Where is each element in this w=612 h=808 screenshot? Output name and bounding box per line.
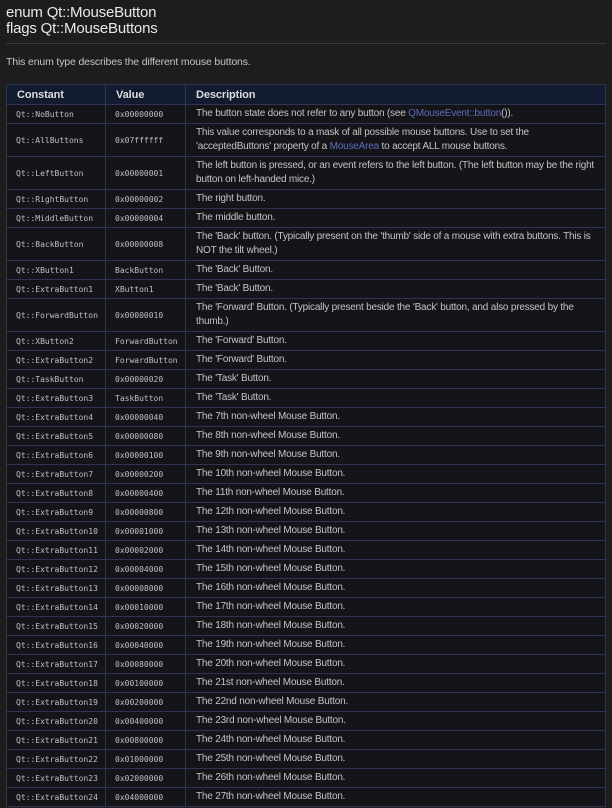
table-row — [7, 190, 606, 209]
table-header-row — [7, 85, 606, 105]
description-cell: The 19th non-wheel Mouse Button. — [186, 636, 606, 655]
table-row — [7, 655, 606, 674]
value-cell: 0x07ffffff — [106, 124, 186, 157]
value-cell: 0x00000020 — [106, 370, 186, 389]
column-header-value: Value — [106, 85, 186, 105]
value-cell: 0x00000001 — [106, 157, 186, 190]
value-cell: TaskButton — [106, 389, 186, 408]
constant-cell: Qt::ExtraButton23 — [7, 769, 106, 788]
value-cell: 0x00008000 — [106, 579, 186, 598]
table-row — [7, 209, 606, 228]
description-cell: The 13th non-wheel Mouse Button. — [186, 522, 606, 541]
constant-cell: Qt::AllButtons — [7, 124, 106, 157]
description-cell: The 12th non-wheel Mouse Button. — [186, 503, 606, 522]
constant-cell: Qt::XButton1 — [7, 261, 106, 280]
value-cell: 0x00004000 — [106, 560, 186, 579]
table-row — [7, 157, 606, 190]
page-title-line1: enum Qt::MouseButton — [6, 4, 157, 21]
enum-table-body — [7, 105, 606, 807]
value-cell: 0x00040000 — [106, 636, 186, 655]
value-cell: 0x00400000 — [106, 712, 186, 731]
qmouseevent-button-link[interactable]: QMouseEvent::button — [408, 108, 502, 119]
table-row — [7, 484, 606, 503]
constant-cell: Qt::ExtraButton8 — [7, 484, 106, 503]
description-cell: The 7th non-wheel Mouse Button. — [186, 408, 606, 427]
description-cell: The 17th non-wheel Mouse Button. — [186, 598, 606, 617]
description-cell: The 'Back' Button. — [186, 261, 606, 280]
page-title-line2: flags Qt::MouseButtons — [6, 20, 158, 37]
value-cell: ForwardButton — [106, 332, 186, 351]
value-cell: 0x01000000 — [106, 750, 186, 769]
constant-cell: Qt::ExtraButton19 — [7, 693, 106, 712]
description-cell: The 9th non-wheel Mouse Button. — [186, 446, 606, 465]
title-divider — [6, 43, 606, 44]
description-cell: The left button is pressed, or an event refers to the left button. (The left button may be the right button on left-handed mice.) — [186, 157, 606, 190]
table-row — [7, 299, 606, 332]
description-cell: The 24th non-wheel Mouse Button. — [186, 731, 606, 750]
constant-cell: Qt::ExtraButton7 — [7, 465, 106, 484]
value-cell: 0x00000000 — [106, 105, 186, 124]
value-cell: 0x00000040 — [106, 408, 186, 427]
table-row — [7, 503, 606, 522]
constant-cell: Qt::NoButton — [7, 105, 106, 124]
value-cell: 0x00000010 — [106, 299, 186, 332]
table-row — [7, 579, 606, 598]
constant-cell: Qt::ExtraButton18 — [7, 674, 106, 693]
constant-cell: Qt::ExtraButton12 — [7, 560, 106, 579]
constant-cell: Qt::ExtraButton22 — [7, 750, 106, 769]
value-cell: 0x00002000 — [106, 541, 186, 560]
constant-cell: Qt::ExtraButton3 — [7, 389, 106, 408]
constant-cell: Qt::ExtraButton5 — [7, 427, 106, 446]
table-row — [7, 636, 606, 655]
table-row — [7, 332, 606, 351]
table-row — [7, 788, 606, 807]
table-row — [7, 693, 606, 712]
intro-text: This enum type describes the different mouse buttons. — [6, 56, 251, 68]
constant-cell: Qt::ExtraButton9 — [7, 503, 106, 522]
description-cell: The 22nd non-wheel Mouse Button. — [186, 693, 606, 712]
description-cell: The 11th non-wheel Mouse Button. — [186, 484, 606, 503]
constant-cell: Qt::BackButton — [7, 228, 106, 261]
description-cell: The 10th non-wheel Mouse Button. — [186, 465, 606, 484]
table-row — [7, 124, 606, 157]
value-cell: 0x00000004 — [106, 209, 186, 228]
description-cell: The 'Back' button. (Typically present on the 'thumb' side of a mouse with extra buttons. This is NOT the tilt wheel.) — [186, 228, 606, 261]
enum-table — [6, 84, 606, 807]
table-row — [7, 731, 606, 750]
table-row — [7, 541, 606, 560]
constant-cell: Qt::MiddleButton — [7, 209, 106, 228]
column-header-constant: Constant — [7, 85, 106, 105]
description-cell: The 'Task' Button. — [186, 370, 606, 389]
column-header-description: Description — [186, 85, 606, 105]
constant-cell: Qt::LeftButton — [7, 157, 106, 190]
table-row — [7, 560, 606, 579]
constant-cell: Qt::RightButton — [7, 190, 106, 209]
value-cell: 0x00200000 — [106, 693, 186, 712]
table-row — [7, 228, 606, 261]
description-cell: The 14th non-wheel Mouse Button. — [186, 541, 606, 560]
value-cell: 0x00010000 — [106, 598, 186, 617]
constant-cell: Qt::ExtraButton15 — [7, 617, 106, 636]
description-cell: The 25th non-wheel Mouse Button. — [186, 750, 606, 769]
value-cell: 0x00000100 — [106, 446, 186, 465]
value-cell: 0x00100000 — [106, 674, 186, 693]
constant-cell: Qt::ExtraButton11 — [7, 541, 106, 560]
value-cell: 0x02000000 — [106, 769, 186, 788]
table-row — [7, 522, 606, 541]
value-cell: 0x00080000 — [106, 655, 186, 674]
value-cell: 0x00020000 — [106, 617, 186, 636]
table-row — [7, 261, 606, 280]
constant-cell: Qt::ExtraButton24 — [7, 788, 106, 807]
description-cell: The 18th non-wheel Mouse Button. — [186, 617, 606, 636]
description-cell: This value corresponds to a mask of all possible mouse buttons. Use to set the 'acceptedButtons' property of a MouseArea to accept ALL mouse buttons. — [186, 124, 606, 157]
description-cell: The 'Task' Button. — [186, 389, 606, 408]
table-row — [7, 617, 606, 636]
constant-cell: Qt::ExtraButton10 — [7, 522, 106, 541]
table-row — [7, 465, 606, 484]
constant-cell: Qt::ExtraButton1 — [7, 280, 106, 299]
description-cell: The 'Back' Button. — [186, 280, 606, 299]
description-cell: The button state does not refer to any button (see QMouseEvent::button()). — [186, 105, 606, 124]
constant-cell: Qt::ExtraButton6 — [7, 446, 106, 465]
table-row — [7, 598, 606, 617]
description-cell: The 27th non-wheel Mouse Button. — [186, 788, 606, 807]
value-cell: 0x00001000 — [106, 522, 186, 541]
table-row — [7, 446, 606, 465]
constant-cell: Qt::ExtraButton14 — [7, 598, 106, 617]
description-cell: The 'Forward' Button. (Typically present beside the 'Back' button, and also pressed by the thumb.) — [186, 299, 606, 332]
description-cell: The 'Forward' Button. — [186, 332, 606, 351]
description-cell: The 23rd non-wheel Mouse Button. — [186, 712, 606, 731]
page-title — [6, 5, 606, 37]
value-cell: 0x00000080 — [106, 427, 186, 446]
value-cell: 0x00000200 — [106, 465, 186, 484]
description-cell: The 16th non-wheel Mouse Button. — [186, 579, 606, 598]
value-cell: 0x00000800 — [106, 503, 186, 522]
description-cell: The 'Forward' Button. — [186, 351, 606, 370]
value-cell: 0x00000002 — [106, 190, 186, 209]
value-cell: ForwardButton — [106, 351, 186, 370]
table-row — [7, 280, 606, 299]
description-cell: The right button. — [186, 190, 606, 209]
description-cell: The 15th non-wheel Mouse Button. — [186, 560, 606, 579]
constant-cell: Qt::ExtraButton4 — [7, 408, 106, 427]
value-cell: 0x00000400 — [106, 484, 186, 503]
value-cell: BackButton — [106, 261, 186, 280]
description-cell: The 21st non-wheel Mouse Button. — [186, 674, 606, 693]
description-cell: The 20th non-wheel Mouse Button. — [186, 655, 606, 674]
table-row — [7, 769, 606, 788]
constant-cell: Qt::ExtraButton17 — [7, 655, 106, 674]
constant-cell: Qt::ExtraButton21 — [7, 731, 106, 750]
constant-cell: Qt::ExtraButton13 — [7, 579, 106, 598]
value-cell: 0x04000000 — [106, 788, 186, 807]
constant-cell: Qt::ExtraButton2 — [7, 351, 106, 370]
constant-cell: Qt::ExtraButton16 — [7, 636, 106, 655]
table-row — [7, 750, 606, 769]
table-row — [7, 105, 606, 124]
description-cell: The middle button. — [186, 209, 606, 228]
constant-cell: Qt::ExtraButton20 — [7, 712, 106, 731]
description-cell: The 26th non-wheel Mouse Button. — [186, 769, 606, 788]
constant-cell: Qt::ForwardButton — [7, 299, 106, 332]
table-row — [7, 712, 606, 731]
table-row — [7, 351, 606, 370]
table-row — [7, 427, 606, 446]
table-row — [7, 674, 606, 693]
constant-cell: Qt::TaskButton — [7, 370, 106, 389]
constant-cell: Qt::XButton2 — [7, 332, 106, 351]
value-cell: XButton1 — [106, 280, 186, 299]
table-row — [7, 370, 606, 389]
value-cell: 0x00800000 — [106, 731, 186, 750]
mousearea-link[interactable]: MouseArea — [329, 141, 379, 152]
value-cell: 0x00000008 — [106, 228, 186, 261]
table-row — [7, 389, 606, 408]
table-row — [7, 408, 606, 427]
description-cell: The 8th non-wheel Mouse Button. — [186, 427, 606, 446]
